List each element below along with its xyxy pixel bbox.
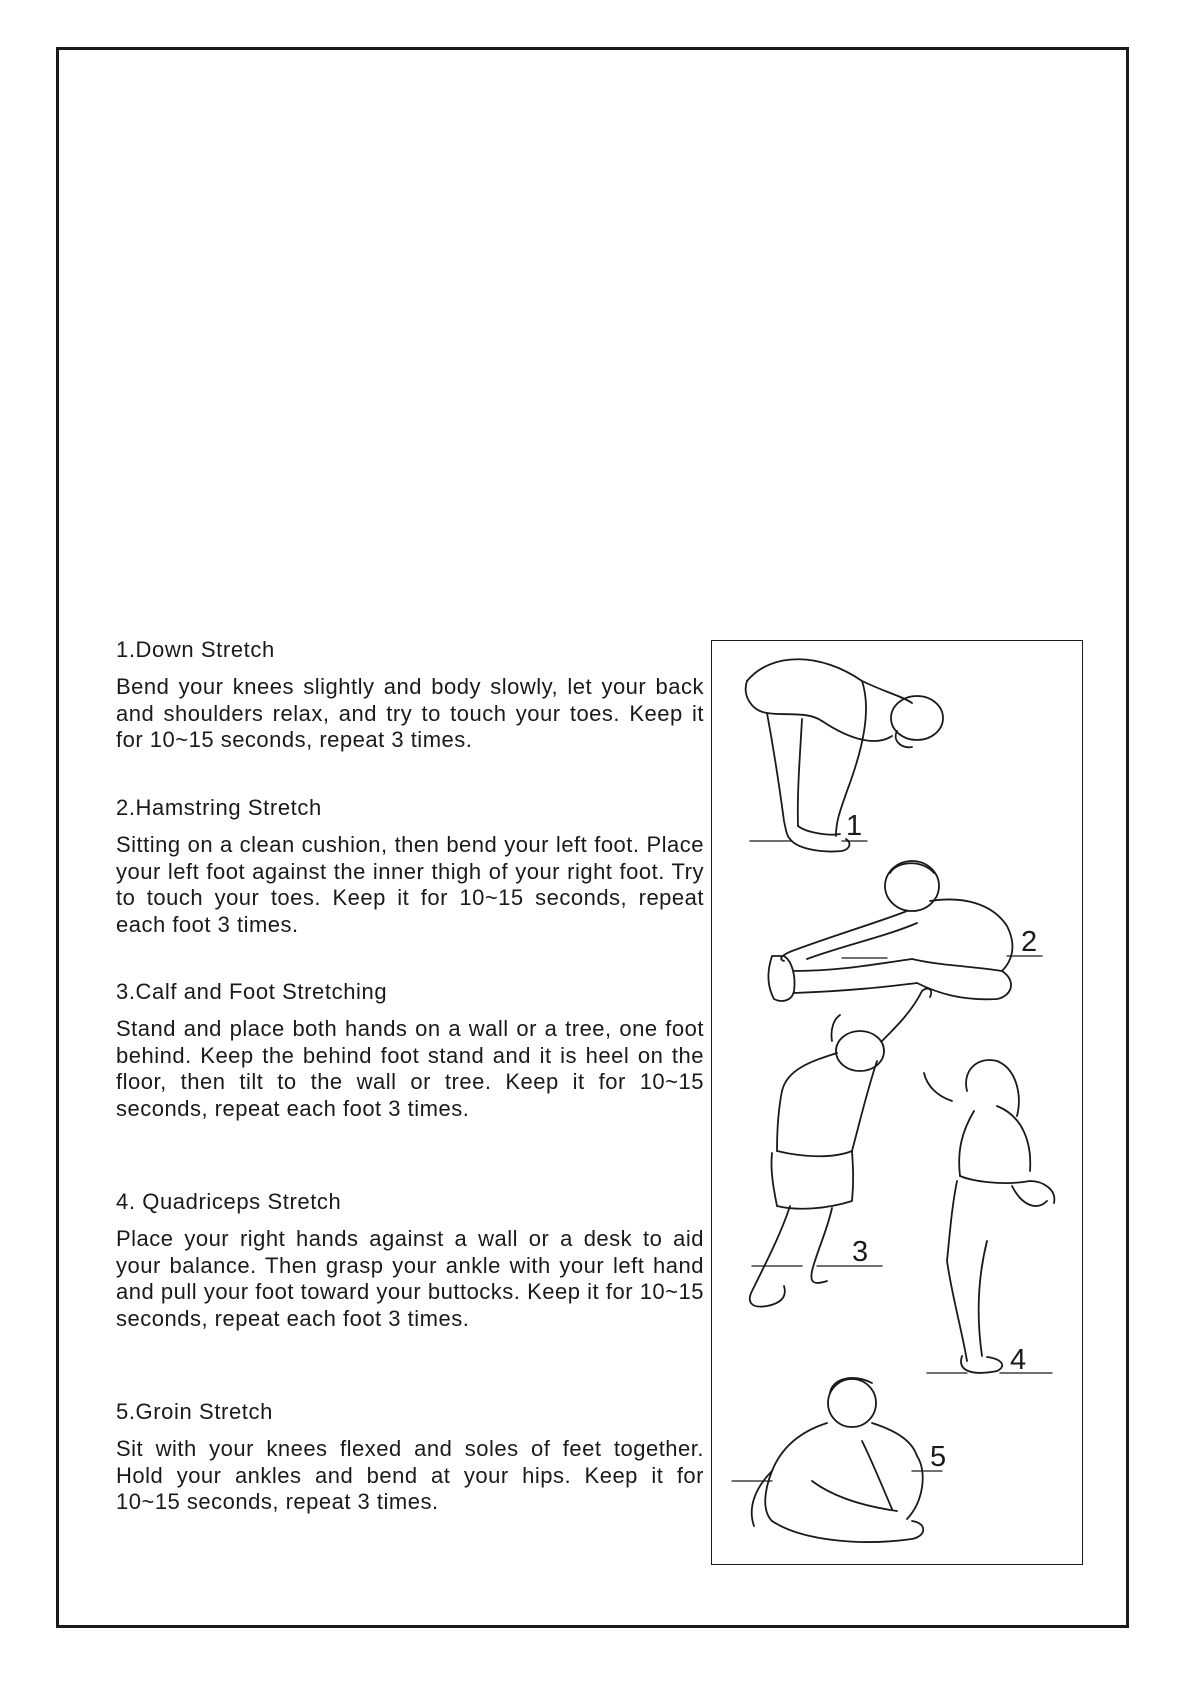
figure-calf-stretch [750,989,931,1307]
figure-label-5: 5 [930,1441,947,1473]
section-hamstring-stretch [116,794,704,938]
figure-label-1: 1 [846,810,863,842]
section-body: Stand and place both hands on a wall or a tree, one foot behind. Keep the behind foot stand and it is heel on the floor, then tilt to the wall or tree. Keep it for 10~15 seconds, repeat each foot 3 times. [116,1016,704,1121]
illustration-panel [711,640,1083,1565]
figure-label-4: 4 [1010,1344,1027,1376]
figure-label-2: 2 [1021,926,1038,958]
section-body: Place your right hands against a wall or a desk to aid your balance. Then grasp your ankle with your left hand and pull your foot toward your buttocks. Keep it for 10~15 seconds, repeat each foot 3 times. [116,1226,704,1331]
section-title: 4. Quadriceps Stretch [116,1189,342,1214]
figure-groin-stretch [732,1378,946,1542]
section-calf-foot-stretching [116,978,704,1122]
section-title: 2.Hamstring Stretch [116,795,322,820]
section-title: 3.Calf and Foot Stretching [116,979,388,1004]
section-quadriceps-stretch [116,1188,704,1332]
figure-down-stretch [746,659,943,851]
stretch-illustrations [712,641,1084,1566]
section-body: Sitting on a clean cushion, then bend your left foot. Place your left foot against the inner thigh of your right foot. Try to touch your toes. Keep it for 10~15 seconds, repeat each foot 3 times. [116,832,704,937]
section-title: 5.Groin Stretch [116,1399,273,1424]
section-down-stretch [116,636,704,754]
section-body: Bend your knees slightly and body slowly, let your back and shoulders relax, and try to touch your toes. Keep it for 10~15 seconds, repeat 3 times. [116,674,704,752]
figure-hamstring-stretch [768,861,1042,1001]
section-body: Sit with your knees flexed and soles of feet together. Hold your ankles and bend at your hips. Keep it for 10~15 seconds, repeat 3 times. [116,1436,704,1514]
section-groin-stretch [116,1398,704,1516]
figure-quadriceps-stretch [924,1060,1054,1376]
section-title: 1.Down Stretch [116,637,275,662]
figure-label-3: 3 [852,1236,869,1268]
